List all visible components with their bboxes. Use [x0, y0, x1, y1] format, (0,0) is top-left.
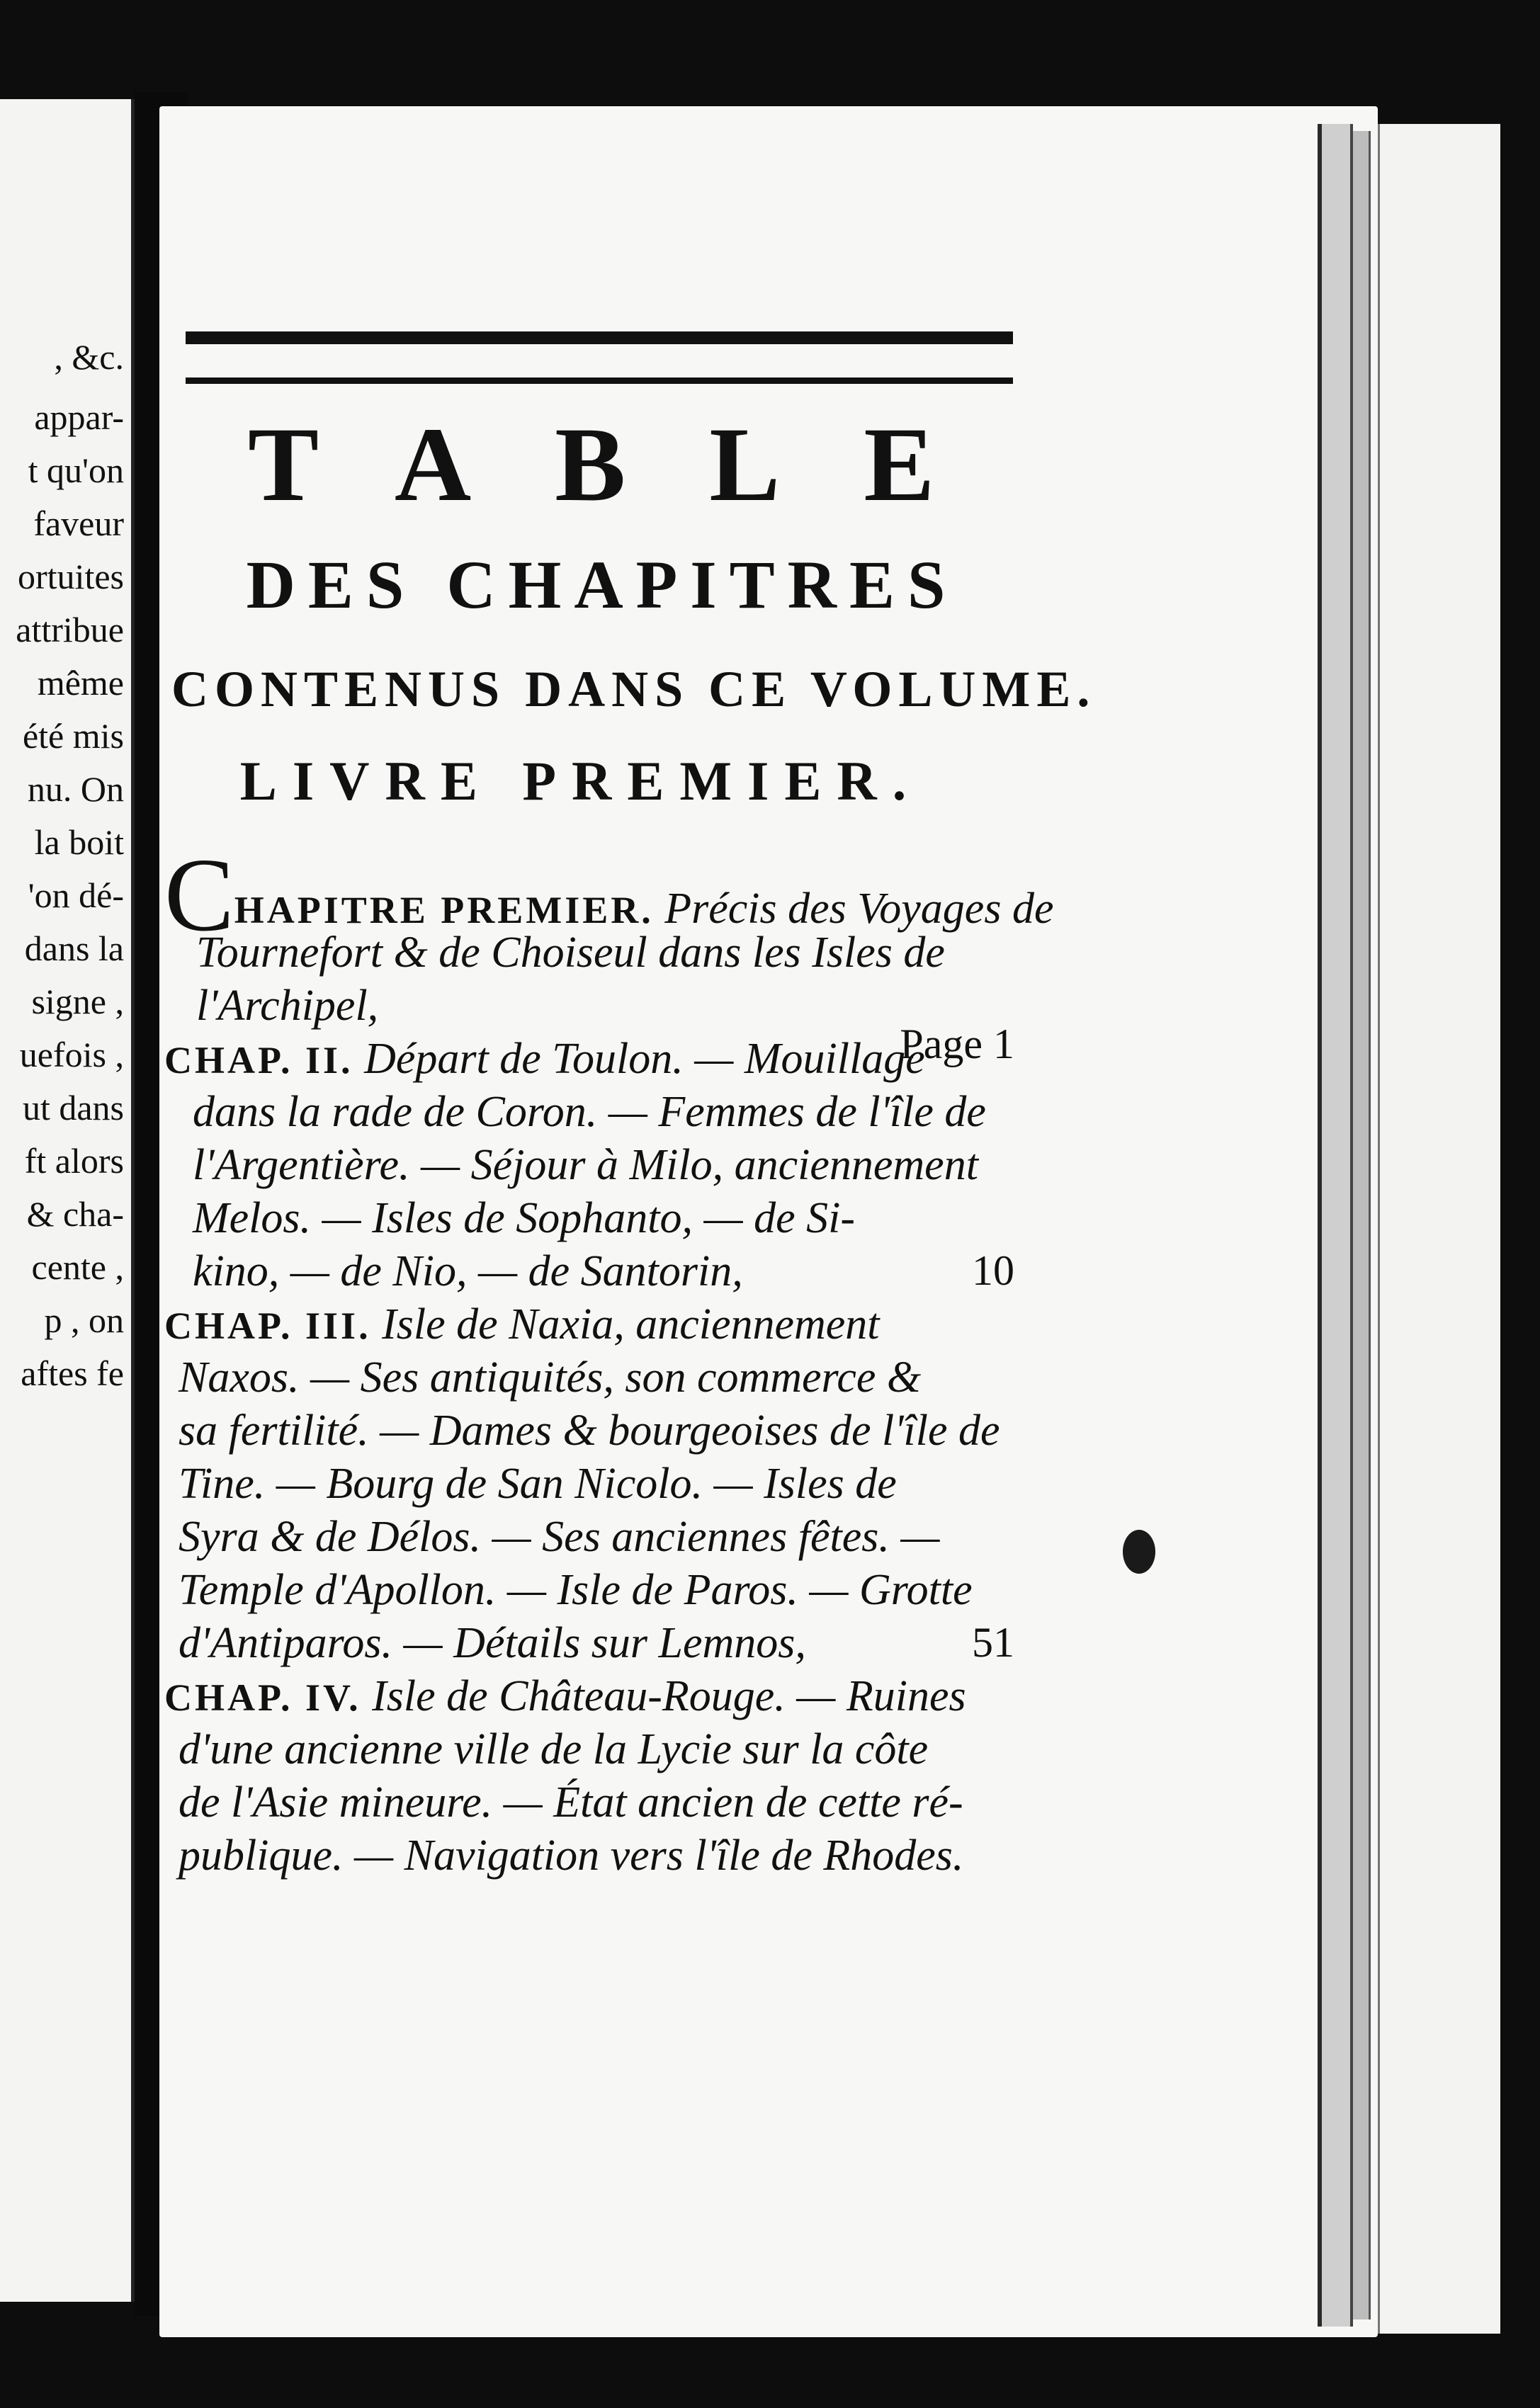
left-page-line: même — [37, 663, 124, 703]
book-heading: LIVRE PREMIER. — [239, 750, 922, 812]
chapter-text: Isle de Naxia, anciennement — [382, 1300, 880, 1348]
left-page-line: ut dans — [22, 1088, 124, 1128]
left-page-line: t qu'on — [28, 450, 124, 490]
chapter-label: HAPITRE PREMIER. — [234, 889, 654, 931]
toc-line: d'Antiparos. — Détails sur Lemnos, — [179, 1619, 806, 1667]
toc-line: Tine. — Bourg de San Nicolo. — Isles de — [179, 1460, 897, 1508]
toc-line: l'Argentière. — Séjour à Milo, anciennement — [193, 1141, 978, 1189]
chapter-label: CHAP. II. — [164, 1039, 353, 1081]
toc-line: Melos. — Isles de Sophanto, — de Si- — [193, 1194, 856, 1242]
page-number: 51 — [972, 1619, 1014, 1666]
toc-line: Naxos. — Ses antiquités, son commerce & — [179, 1353, 922, 1402]
left-page-line: dans la — [24, 928, 124, 968]
toc-line — [164, 1034, 925, 1084]
page-edges — [1353, 131, 1371, 2319]
toc-line: l'Archipel, — [196, 982, 379, 1030]
left-page-line: nu. On — [27, 769, 124, 809]
header-rule-thick — [186, 331, 1013, 344]
left-page-line: aftes fe — [21, 1353, 124, 1393]
left-page-line: & cha- — [26, 1194, 124, 1234]
page-title: TABLE — [248, 406, 1019, 523]
left-page-line: signe , — [31, 982, 124, 1021]
header-rule-thin — [186, 377, 1013, 384]
toc-line: d'une ancienne ville de la Lycie sur la côte — [179, 1725, 929, 1773]
page-number: 10 — [972, 1247, 1014, 1294]
left-page-line: , &c. — [54, 337, 124, 377]
chapter-text: Précis des Voyages de — [664, 885, 1054, 933]
page-subtitle-2: CONTENUS DANS CE VOLUME. — [171, 661, 1097, 717]
page-number: Page 1 — [900, 1021, 1014, 1067]
page-subtitle: DES CHAPITRES — [246, 547, 958, 623]
chapter-label: CHAP. III. — [164, 1305, 371, 1347]
left-page-line: attribue — [16, 610, 124, 649]
left-page-fragment — [0, 99, 135, 2302]
left-page-line: appar- — [34, 397, 124, 437]
left-page-line: ft alors — [24, 1141, 124, 1181]
toc-line: publique. — Navigation vers l'île de Rhodes. — [179, 1831, 964, 1880]
left-page-line: 'on dé- — [28, 875, 124, 915]
toc-line: dans la rade de Coron. — Femmes de l'île de — [193, 1088, 986, 1136]
drop-cap: C — [164, 837, 234, 953]
toc-line: sa fertilité. — Dames & bourgeoises de l'île de — [179, 1407, 1000, 1455]
ink-spot — [1123, 1530, 1155, 1574]
toc-line — [164, 1300, 880, 1350]
left-page-line: ortuites — [18, 557, 124, 596]
left-page-line: cente , — [31, 1247, 124, 1287]
toc-line: Tournefort & de Choiseul dans les Isles de — [196, 928, 945, 977]
left-page-line: la boit — [34, 822, 124, 862]
page-edges — [1378, 124, 1500, 2334]
page-edges — [1318, 124, 1353, 2327]
toc-line: de l'Asie mineure. — État ancien de cette ré- — [179, 1778, 963, 1827]
left-page-line: été mis — [22, 716, 124, 756]
left-page-line: uefois , — [19, 1035, 124, 1074]
chapter-label: CHAP. IV. — [164, 1676, 361, 1719]
toc-line: Syra & de Délos. — Ses anciennes fêtes. — — [179, 1513, 940, 1561]
left-page-line: p , on — [44, 1300, 124, 1340]
chapter-text: Départ de Toulon. — Mouillage — [364, 1035, 925, 1083]
toc-line — [164, 1671, 966, 1722]
toc-line: kino, — de Nio, — de Santorin, — [193, 1247, 743, 1295]
chapter-text: Isle de Château-Rouge. — Ruines — [372, 1672, 966, 1720]
left-page-line: faveur — [33, 504, 124, 543]
toc-line: Temple d'Apollon. — Isle de Paros. — Grotte — [179, 1566, 973, 1614]
